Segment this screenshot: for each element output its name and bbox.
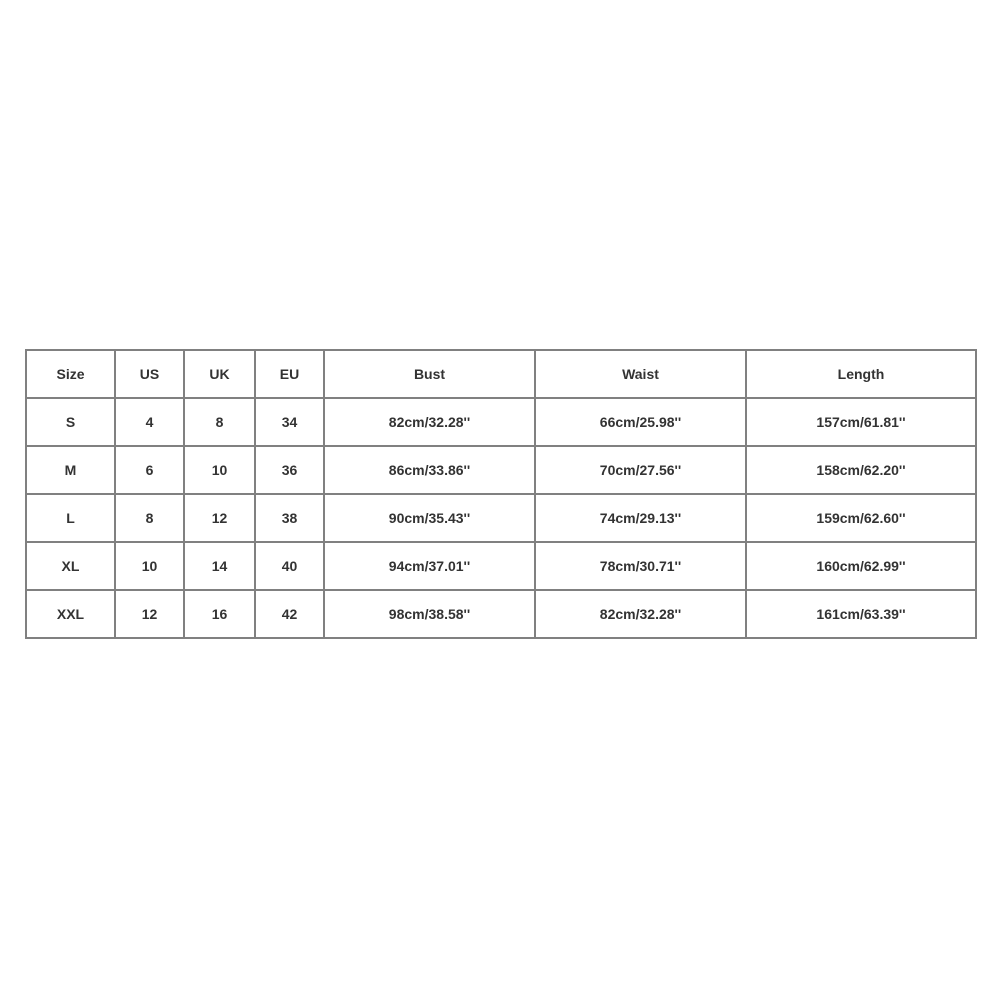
- cell-bust: 98cm/38.58'': [324, 590, 535, 638]
- cell-eu: 38: [255, 494, 324, 542]
- cell-bust: 86cm/33.86'': [324, 446, 535, 494]
- cell-us: 4: [115, 398, 184, 446]
- cell-uk: 14: [184, 542, 255, 590]
- table-row: [26, 494, 976, 542]
- header-bust: Bust: [324, 350, 535, 398]
- cell-bust: 82cm/32.28'': [324, 398, 535, 446]
- cell-bust: 94cm/37.01'': [324, 542, 535, 590]
- cell-eu: 34: [255, 398, 324, 446]
- cell-uk: 10: [184, 446, 255, 494]
- header-row: [26, 350, 976, 398]
- header-size: Size: [26, 350, 115, 398]
- cell-size: S: [26, 398, 115, 446]
- cell-length: 161cm/63.39'': [746, 590, 976, 638]
- cell-waist: 78cm/30.71'': [535, 542, 746, 590]
- cell-size: XXL: [26, 590, 115, 638]
- cell-size: L: [26, 494, 115, 542]
- cell-length: 157cm/61.81'': [746, 398, 976, 446]
- cell-size: XL: [26, 542, 115, 590]
- cell-us: 6: [115, 446, 184, 494]
- header-length: Length: [746, 350, 976, 398]
- cell-size: M: [26, 446, 115, 494]
- cell-bust: 90cm/35.43'': [324, 494, 535, 542]
- cell-waist: 82cm/32.28'': [535, 590, 746, 638]
- header-uk: UK: [184, 350, 255, 398]
- cell-us: 10: [115, 542, 184, 590]
- cell-uk: 8: [184, 398, 255, 446]
- cell-us: 12: [115, 590, 184, 638]
- cell-length: 159cm/62.60'': [746, 494, 976, 542]
- table-row: [26, 446, 976, 494]
- cell-waist: 70cm/27.56'': [535, 446, 746, 494]
- table-row: [26, 590, 976, 638]
- cell-eu: 42: [255, 590, 324, 638]
- cell-uk: 16: [184, 590, 255, 638]
- header-eu: EU: [255, 350, 324, 398]
- cell-us: 8: [115, 494, 184, 542]
- table-row: [26, 398, 976, 446]
- cell-length: 160cm/62.99'': [746, 542, 976, 590]
- cell-eu: 40: [255, 542, 324, 590]
- table-row: [26, 542, 976, 590]
- cell-waist: 66cm/25.98'': [535, 398, 746, 446]
- header-us: US: [115, 350, 184, 398]
- cell-uk: 12: [184, 494, 255, 542]
- cell-eu: 36: [255, 446, 324, 494]
- cell-waist: 74cm/29.13'': [535, 494, 746, 542]
- size-chart-table: [25, 349, 977, 639]
- cell-length: 158cm/62.20'': [746, 446, 976, 494]
- header-waist: Waist: [535, 350, 746, 398]
